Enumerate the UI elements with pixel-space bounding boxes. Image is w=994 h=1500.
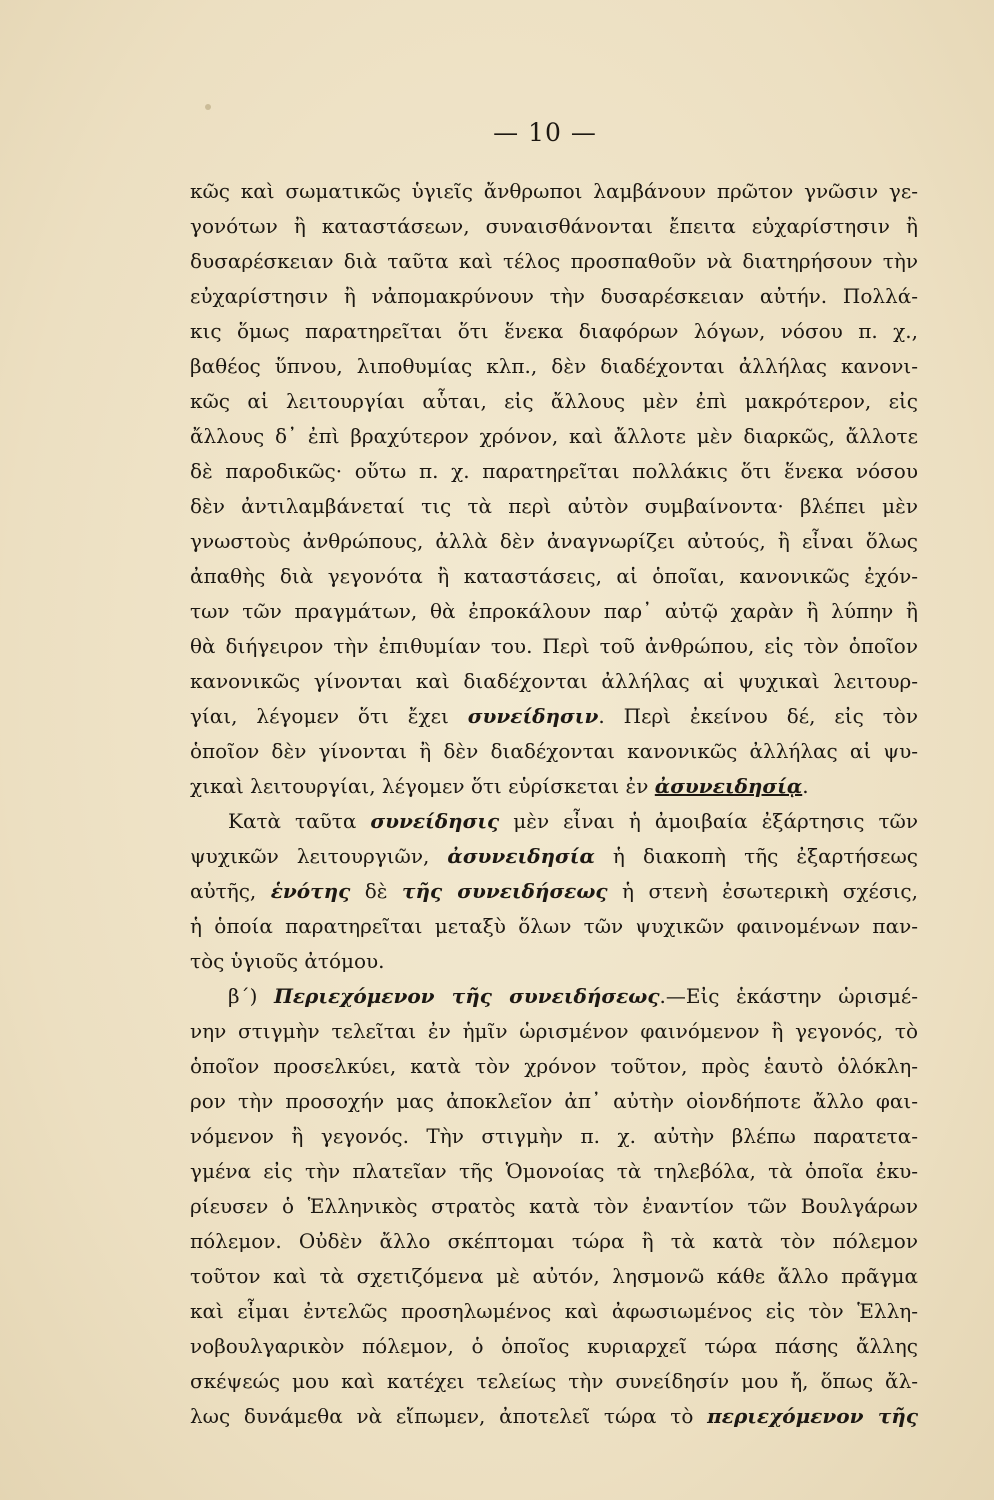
text-segment: γίαι, λέγομεν ὅτι ἔχει — [190, 704, 468, 728]
text-segment: ὁποῖον δὲν γίνονται ἢ δὲν διαδέχονται κανονικῶς ἀλλήλας αἱ ψυ- — [190, 739, 918, 763]
text-segment: . Περὶ ἐκείνου δέ, εἰς τὸν — [598, 704, 918, 728]
text-segment: γνωστοὺς ἀνθρώπους, ἀλλὰ δὲν ἀναγνωρίζει αὐτούς, ἢ εἶναι ὅλως — [190, 529, 918, 553]
text-line — [190, 1399, 918, 1434]
page-number: — 10 — — [493, 118, 597, 147]
emphasized-term: Περιεχόμενον τῆς συνειδήσεως — [273, 984, 660, 1008]
text-segment: δυσαρέσκειαν διὰ ταῦτα καὶ τέλος προσπαθοῦν νὰ διατηρήσουν τὴν — [190, 249, 918, 273]
text-segment: πόλεμον. Οὐδὲν ἄλλο σκέπτομαι τώρα ἢ τὰ κατὰ τὸν πόλεμον — [190, 1229, 918, 1253]
emphasized-term: συνείδησιν — [467, 704, 599, 728]
emphasized-term: συνείδησις — [370, 809, 500, 833]
text-line — [190, 244, 918, 279]
text-segment: ὁποῖον προσελκύει, κατὰ τὸν χρόνον τοῦτον, πρὸς ἑαυτὸ ὁλόκλη- — [190, 1054, 918, 1078]
text-line — [190, 664, 918, 699]
body-text — [190, 174, 918, 1434]
text-line — [190, 1189, 918, 1224]
text-segment: ἡ στενὴ ἐσωτερικὴ σχέσις, — [607, 879, 918, 903]
text-segment: ρον τὴν προσοχήν μας ἀποκλεῖον ἀπ᾽ αὐτὴν οἱονδήποτε ἄλλο φαι- — [190, 1089, 918, 1113]
text-segment: μὲν εἶναι ἡ ἀμοιβαία ἐξάρτησις τῶν — [499, 809, 918, 833]
paper-spot — [205, 104, 211, 110]
text-line — [190, 769, 918, 804]
text-segment: ρίευσεν ὁ Ἑλληνικὸς στρατὸς κατὰ τὸν ἐναντίον τῶν Βουλγάρων — [190, 1194, 918, 1218]
text-segment: δὲν ἀντιλαμβάνεταί τις τὰ περὶ αὐτὸν συμβαίνοντα· βλέπει μὲν — [190, 494, 918, 518]
emphasized-term: ἀσυνειδησία — [447, 844, 595, 868]
text-line — [190, 1259, 918, 1294]
text-segment: λως δυνάμεθα νὰ εἴπωμεν, ἀποτελεῖ τώρα τὸ — [190, 1404, 708, 1428]
emphasized-term: ἀσυνειδησίᾳ — [654, 774, 803, 798]
text-segment: κανονικῶς γίνονται καὶ διαδέχονται ἀλλήλας αἱ ψυχικαὶ λειτουρ- — [190, 669, 918, 693]
text-line — [190, 174, 918, 209]
text-line — [190, 874, 918, 909]
text-segment: γονότων ἢ καταστάσεων, συναισθάνονται ἔπειτα εὐχαρίστησιν ἢ — [190, 214, 918, 238]
text-segment: τὸς ὑγιοῦς ἀτόμου. — [190, 949, 385, 973]
text-line — [190, 839, 918, 874]
text-line — [190, 524, 918, 559]
text-line — [190, 349, 918, 384]
text-segment: εὐχαρίστησιν ἢ νἀπομακρύνουν τὴν δυσαρέσκειαν αὐτήν. Πολλά- — [190, 284, 918, 308]
emphasized-term: περιεχόμενον τῆς — [707, 1404, 918, 1428]
text-line — [190, 1119, 918, 1154]
text-line — [190, 594, 918, 629]
text-segment: ψυχικῶν λειτουργιῶν, — [190, 844, 448, 868]
text-line — [190, 1014, 918, 1049]
text-segment: Κατὰ ταῦτα — [228, 809, 371, 833]
text-segment: αὐτῆς, — [190, 879, 271, 903]
text-segment: βαθέος ὕπνου, λιποθυμίας κλπ., δὲν διαδέχονται ἀλλήλας κανονι- — [190, 354, 918, 378]
text-segment: των τῶν πραγμάτων, θὰ ἐπροκάλουν παρ᾽ αὐτῷ χαρὰν ἢ λύπην ἢ — [190, 599, 918, 623]
text-segment: ἡ ὁποία παρατηρεῖται μεταξὺ ὅλων τῶν ψυχικῶν φαινομένων παν- — [190, 914, 918, 938]
text-line — [190, 384, 918, 419]
text-segment: σκέψεώς μου καὶ κατέχει τελείως τὴν συνείδησίν μου ἤ, ὅπως ἄλ- — [190, 1369, 918, 1393]
text-segment: ἀπαθὴς διὰ γεγονότα ἢ καταστάσεις, αἱ ὁποῖαι, κανονικῶς ἐχόν- — [190, 564, 918, 588]
text-line — [190, 419, 918, 454]
text-line — [190, 1049, 918, 1084]
text-segment: νόμενον ἢ γεγονός. Τὴν στιγμὴν π. χ. αὐτὴν βλέπω παρατετα- — [190, 1124, 918, 1148]
text-segment: θὰ διήγειρον τὴν ἐπιθυμίαν του. Περὶ τοῦ ἀνθρώπου, εἰς τὸν ὁποῖον — [190, 634, 918, 658]
text-line — [190, 979, 918, 1014]
text-segment: ἡ διακοπὴ τῆς ἐξαρτήσεως — [594, 844, 918, 868]
text-segment: κῶς καὶ σωματικῶς ὑγιεῖς ἄνθρωποι λαμβάνουν πρῶτον γνῶσιν γε- — [190, 179, 918, 203]
text-line — [190, 209, 918, 244]
text-segment: δὲ παροδικῶς· οὕτω π. χ. παρατηρεῖται πολλάκις ὅτι ἕνεκα νόσου — [190, 459, 918, 483]
text-line — [190, 454, 918, 489]
text-segment: δὲ — [350, 879, 402, 903]
text-segment: γμένα εἰς τὴν πλατεῖαν τῆς Ὁμονοίας τὰ τηλεβόλα, τὰ ὁποῖα ἐκυ- — [190, 1159, 918, 1183]
text-segment: κῶς αἱ λειτουργίαι αὗται, εἰς ἄλλους μὲν ἐπὶ μακρότερον, εἰς — [190, 389, 918, 413]
text-line — [190, 314, 918, 349]
text-line — [190, 1084, 918, 1119]
text-line — [190, 699, 918, 734]
text-segment: νην στιγμὴν τελεῖται ἐν ἡμῖν ὡρισμένον φαινόμενον ἢ γεγονός, τὸ — [190, 1019, 918, 1043]
text-segment: χικαὶ λειτουργίαι, λέγομεν ὅτι εὑρίσκεται ἐν — [190, 774, 655, 798]
text-line — [190, 559, 918, 594]
text-line — [190, 909, 918, 944]
text-segment: ἄλλους δ᾽ ἐπὶ βραχύτερον χρόνον, καὶ ἄλλοτε μὲν διαρκῶς, ἄλλοτε — [190, 424, 918, 448]
emphasized-term: ἑνότης — [270, 879, 351, 903]
text-line — [190, 804, 918, 839]
text-segment: .—Εἰς ἑκάστην ὡρισμέ- — [659, 984, 918, 1008]
text-line — [190, 1364, 918, 1399]
text-line — [190, 1294, 918, 1329]
text-line — [190, 629, 918, 664]
emphasized-term: τῆς συνειδήσεως — [401, 879, 608, 903]
text-line — [190, 489, 918, 524]
text-line — [190, 1154, 918, 1189]
text-segment: τοῦτον καὶ τὰ σχετιζόμενα μὲ αὐτόν, λησμονῶ κάθε ἄλλο πρᾶγμα — [190, 1264, 918, 1288]
text-segment: καὶ εἶμαι ἐντελῶς προσηλωμένος καὶ ἀφωσιωμένος εἰς τὸν Ἑλλη- — [190, 1299, 918, 1323]
text-line — [190, 944, 918, 979]
text-segment: β´) — [228, 984, 274, 1008]
text-line — [190, 1224, 918, 1259]
text-segment: νοβουλγαρικὸν πόλεμον, ὁ ὁποῖος κυριαρχεῖ τώρα πάσης ἄλλης — [190, 1334, 918, 1358]
text-segment: κις ὅμως παρατηρεῖται ὅτι ἕνεκα διαφόρων λόγων, νόσου π. χ., — [190, 319, 918, 343]
text-line — [190, 1329, 918, 1364]
text-line — [190, 734, 918, 769]
text-line — [190, 279, 918, 314]
text-segment: . — [802, 774, 809, 798]
